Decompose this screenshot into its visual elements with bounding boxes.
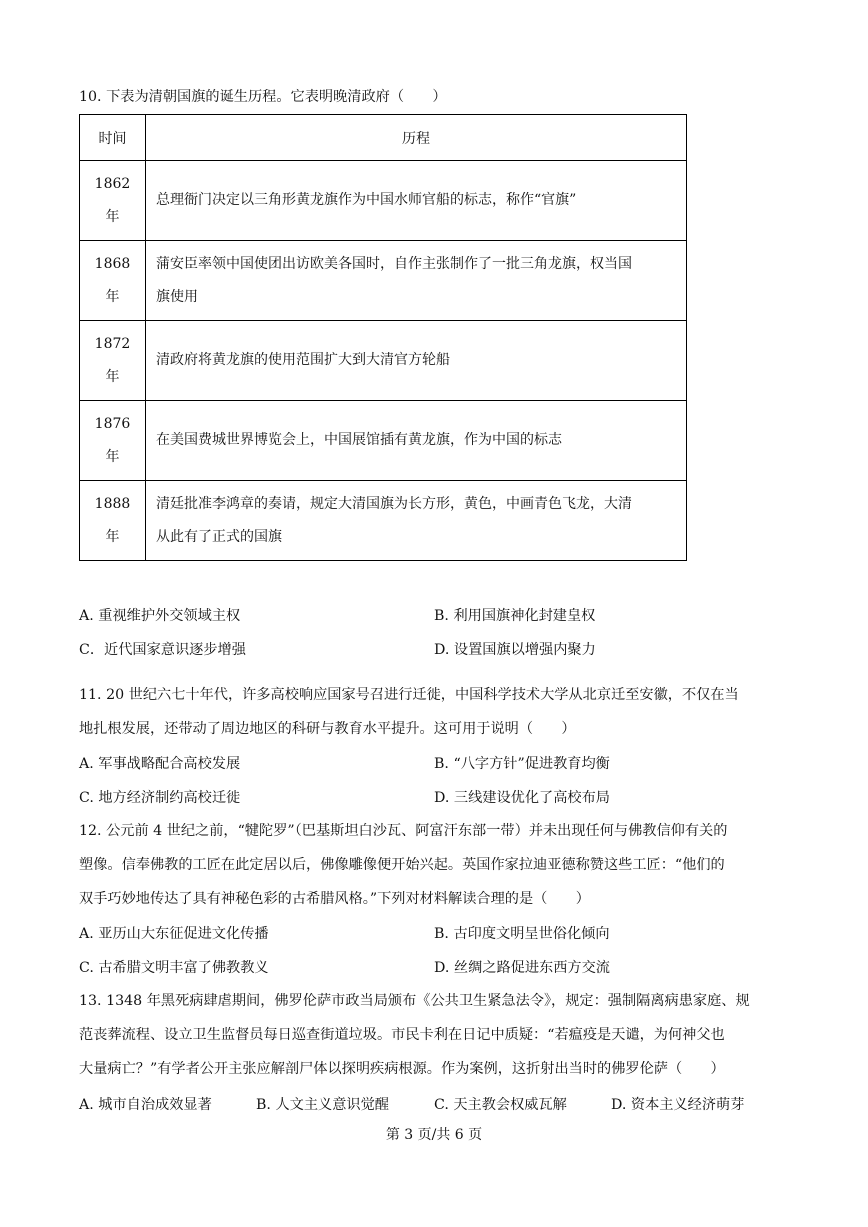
year-cell xyxy=(80,241,146,321)
table-row xyxy=(80,481,687,561)
event-line: 清廷批准李鸿章的奏请，规定大清国旗为长方形，黄色，中画青色飞龙，大清 xyxy=(156,495,632,512)
year-cell xyxy=(80,481,146,561)
question-12-line: 塑像。信奉佛教的工匠在此定居以后，佛像雕像便开始兴起。英国作家拉迪亚德称赞这些工匠：“他们的 xyxy=(79,857,725,873)
q10-option-d: D. 设置国旗以增强内聚力 xyxy=(434,642,596,658)
year-cell xyxy=(80,401,146,481)
q13-option-c: C. 天主教会权威瓦解 xyxy=(434,1097,567,1113)
q13-option-a: A. 城市自治成效显著 xyxy=(79,1097,212,1113)
question-11-line: 地扎根发展，还带动了周边地区的科研与教育水平提升。这可用于说明（ ） xyxy=(79,721,576,737)
page-number: 第 3 页/共 6 页 xyxy=(385,1127,483,1143)
year-number: 1872 xyxy=(94,335,131,352)
year-number: 1888 xyxy=(94,495,131,512)
q11-option-a: A. 军事战略配合高校发展 xyxy=(79,756,241,772)
year-unit: 年 xyxy=(105,368,120,385)
event-cell: 在美国费城世界博览会上，中国展馆插有黄龙旗，作为中国的标志 xyxy=(146,401,687,481)
question-13-line: 范丧葬流程、设立卫生监督员每日巡查街道垃圾。市民卡利在日记中质疑：“若瘟疫是天谴，为何神父也 xyxy=(79,1027,725,1043)
year-unit: 年 xyxy=(105,528,120,545)
table-row xyxy=(80,321,687,401)
q12-option-b: B. 古印度文明呈世俗化倾向 xyxy=(434,926,610,942)
question-12-line: 12. 公元前 4 世纪之前，“犍陀罗”（巴基斯坦白沙瓦、阿富汗东部一带）并未出现任何与佛教信仰有关的 xyxy=(79,823,728,839)
table-header-row xyxy=(80,115,687,161)
q13-option-b: B. 人文主义意识觉醒 xyxy=(256,1097,389,1113)
year-number: 1876 xyxy=(94,415,131,432)
q11-option-c: C. 地方经济制约高校迁徙 xyxy=(79,790,241,806)
q10-option-a: A. 重视维护外交领域主权 xyxy=(79,608,241,624)
event-cell: 清政府将黄龙旗的使用范围扩大到大清官方轮船 xyxy=(146,321,687,401)
q13-option-d: D. 资本主义经济萌芽 xyxy=(611,1097,745,1113)
year-cell xyxy=(80,161,146,241)
year-number: 1862 xyxy=(94,175,131,192)
question-11-line: 11. 20 世纪六七十年代，许多高校响应国家号召进行迁徙，中国科学技术大学从北京迁至安徽，不仅在当 xyxy=(79,687,739,703)
q12-option-c: C. 古希腊文明丰富了佛教教义 xyxy=(79,960,269,976)
table-row xyxy=(80,161,687,241)
table-row xyxy=(80,241,687,321)
question-13-line: 13. 1348 年黑死病肆虐期间，佛罗伦萨市政当局颁布《公共卫生紧急法令》，规定：强制隔离病患家庭、规 xyxy=(79,993,750,1009)
flag-history-table xyxy=(79,114,687,561)
q11-option-b: B. “八字方针”促进教育均衡 xyxy=(434,756,610,772)
event-line: 从此有了正式的国旗 xyxy=(156,528,282,545)
year-unit: 年 xyxy=(105,208,120,225)
event-line: 蒲安臣率领中国使团出访欧美各国时，自作主张制作了一批三角龙旗，权当国 xyxy=(156,255,632,272)
question-13-line: 大量病亡？”有学者公开主张应解剖尸体以探明疾病根源。作为案例，这折射出当时的佛罗伦萨（ ） xyxy=(79,1061,725,1077)
q11-option-d: D. 三线建设优化了高校布局 xyxy=(434,790,610,806)
event-line: 旗使用 xyxy=(156,288,198,305)
event-cell: 总理衙门决定以三角形黄龙旗作为中国水师官船的标志，称作“官旗” xyxy=(146,161,687,241)
event-cell xyxy=(146,481,687,561)
q12-option-a: A. 亚历山大东征促进文化传播 xyxy=(79,926,269,942)
year-number: 1868 xyxy=(94,255,131,272)
question-12-line: 双手巧妙地传达了具有神秘色彩的古希腊风格。”下列对材料解读合理的是（ ） xyxy=(79,891,590,907)
header-process: 历程 xyxy=(146,115,687,161)
q12-option-d: D. 丝绸之路促进东西方交流 xyxy=(434,960,610,976)
header-time: 时间 xyxy=(80,115,146,161)
year-cell xyxy=(80,321,146,401)
year-unit: 年 xyxy=(105,448,120,465)
question-10-stem: 10. 下表为清朝国旗的诞生历程。它表明晚清政府（ ） xyxy=(79,89,447,105)
year-unit: 年 xyxy=(105,288,120,305)
q10-option-c: C．近代国家意识逐步增强 xyxy=(79,642,246,658)
q10-option-b: B. 利用国旗神化封建皇权 xyxy=(434,608,596,624)
event-cell xyxy=(146,241,687,321)
table-row xyxy=(80,401,687,481)
